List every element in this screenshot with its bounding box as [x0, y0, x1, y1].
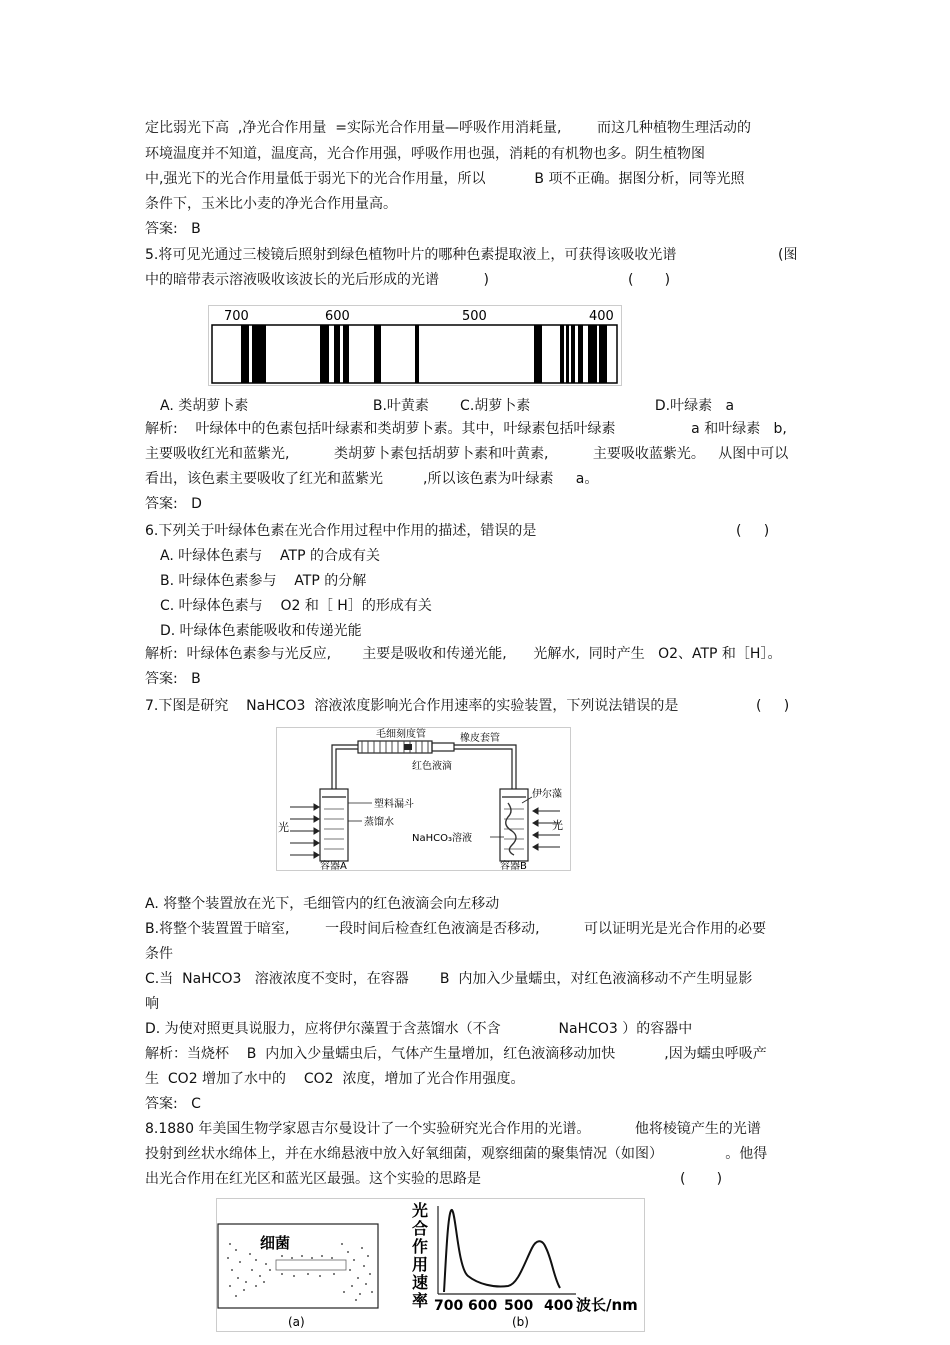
nahco3-solution-label: NaHCO₃溶液: [412, 833, 472, 844]
question-7-stem: 7.下图是研究 NaHCO3 溶液浓度影响光合作用速率的实验装置，下列说法错误的是: [145, 698, 679, 714]
rubber-tube-label: 橡皮套管: [460, 733, 500, 744]
option-b-cont: 条件: [145, 946, 173, 962]
svg-text:率: 率: [412, 1291, 429, 1310]
text-line: 条件下，玉米比小麦的净光合作用量高。: [145, 196, 397, 212]
explanation-line: 解析: 叶绿体中的色素包括叶绿素和类胡萝卜素。其中，叶绿素包括叶绿素 a 和叶绿素 b,: [145, 421, 787, 437]
answer-line: 答案: C: [145, 1096, 201, 1112]
light-right-label: 光: [552, 819, 563, 832]
panel-a-label: (a): [288, 1315, 305, 1329]
option-b: B. 叶绿体色素参与 ATP 的分解: [160, 573, 367, 589]
explanation-line: 看出，该色素主要吸收了红光和蓝紫光 ,所以该色素为叶绿素 a。: [145, 471, 599, 487]
option-a: A. 叶绿体色素与 ATP 的合成有关: [160, 548, 380, 564]
spirogyra-filament: [276, 1260, 346, 1270]
nahco3-apparatus-figure: [276, 727, 572, 872]
funnel-label: 塑料漏斗: [374, 799, 414, 810]
answer-line: 答案: B: [145, 671, 201, 687]
elodea-label: 伊尔藻: [532, 789, 562, 800]
question-6-brackets: ( ): [736, 523, 770, 539]
light-left-label: 光: [278, 821, 289, 834]
svg-text:作: 作: [412, 1237, 429, 1256]
option-a: A. 将整个装置放在光下，毛细管内的红色液滴会向左移动: [145, 896, 500, 912]
question-5-options: A. 类胡萝卜素 B.叶黄素 C.胡萝卜素 D.叶绿素 a: [160, 398, 735, 414]
question-5-stem: 中的暗带表示溶液吸收该波长的光后形成的光谱 ): [145, 272, 489, 288]
question-8-stem: 出光合作用在红光区和蓝光区最强。这个实验的思路是: [145, 1171, 481, 1187]
container-b-label: 容器B: [500, 861, 527, 872]
question-8-brackets: ( ): [680, 1171, 723, 1187]
option-d: D. 为使对照更具说服力，应将伊尔藻置于含蒸馏水（不含 NaHCO3 ）的容器中: [145, 1021, 693, 1037]
spectrum-tick: 500: [462, 309, 487, 324]
engelmann-experiment-figure: [216, 1198, 646, 1333]
capillary-label: 毛细刻度管: [376, 729, 426, 740]
option-c: C. 叶绿体色素与 O2 和［ H］的形成有关: [160, 598, 432, 614]
spectrum-tick: 400: [589, 309, 614, 324]
option-c: C.当 NaHCO3 溶液浓度不变时，在容器 B 内加入少量蠕虫，对红色液滴移动不产生明显影: [145, 971, 753, 987]
distilled-water-label: 蒸馏水: [364, 817, 394, 828]
text-line: 定比弱光下高 ,净光合作用量 =实际光合作用量—呼吸作用消耗量, 而这几种植物生理活动的: [145, 120, 752, 136]
x-tick: 700: [434, 1298, 464, 1314]
container-a-label: 容器A: [320, 861, 347, 872]
spectrum-tick: 700: [224, 309, 249, 324]
answer-line: 答案: B: [145, 221, 201, 237]
explanation-line: 解析: 叶绿体色素参与光反应, 主要是吸收和传递光能, 光解水, 同时产生 O2、ATP 和［H］。: [145, 646, 782, 662]
question-8-stem: 投射到丝状水绵体上，并在水绵悬液中放入好氧细菌，观察细菌的聚集情况（如图） 。他得: [145, 1146, 768, 1162]
question-8-stem: 8.1880 年美国生物学家恩吉尔曼设计了一个实验研究光合作用的光谱。 他将棱镜产生的光谱: [145, 1121, 761, 1137]
svg-text:用: 用: [412, 1255, 429, 1274]
svg-text:合: 合: [412, 1219, 429, 1238]
svg-text:光: 光: [412, 1201, 429, 1220]
text-line: 环境温度并不知道，温度高，光合作用强，呼吸作用也强，消耗的有机物也多。阴生植物图: [145, 146, 705, 162]
question-5-stem: 5.将可见光通过三棱镜后照射到绿色植物叶片的哪种色素提取液上，可获得该吸收光谱: [145, 247, 677, 263]
panel-b-label: (b): [512, 1315, 529, 1329]
red-droplet: [404, 744, 412, 750]
y-axis-label: [412, 1201, 428, 1310]
question-5-brackets: ( ): [628, 272, 671, 288]
absorption-spectrum-figure: [208, 305, 623, 387]
option-d: D. 叶绿体色素能吸收和传递光能: [160, 623, 362, 639]
x-tick: 600: [468, 1298, 498, 1314]
spectrum-tick: 600: [325, 309, 350, 324]
explanation-line: 解析：当烧杯 B 内加入少量蠕虫后，气体产生量增加，红色液滴移动加快 ,因为蠕虫呼吸产: [145, 1046, 767, 1062]
x-axis-unit: 波长/nm: [576, 1296, 638, 1314]
text-line: 中,强光下的光合作用量低于弱光下的光合作用量，所以 B 项不正确。据图分析，同等光照: [145, 171, 745, 187]
x-tick: 400: [544, 1298, 574, 1314]
x-tick: 500: [504, 1298, 534, 1314]
svg-text:速: 速: [412, 1273, 429, 1292]
explanation-line: 主要吸收红光和蓝紫光, 类胡萝卜素包括胡萝卜素和叶黄素, 主要吸收蓝紫光。 从图中可以: [145, 446, 789, 462]
question-6-stem: 6.下列关于叶绿体色素在光合作用过程中作用的描述，错误的是: [145, 523, 537, 539]
question-5-stem-end: (图: [778, 247, 798, 263]
answer-line: 答案: D: [145, 496, 202, 512]
red-droplet-label: 红色液滴: [412, 761, 452, 772]
option-c-cont: 响: [145, 996, 159, 1012]
explanation-line: 生 CO2 增加了水中的 CO2 浓度，增加了光合作用强度。: [145, 1071, 525, 1087]
bacteria-label: 细菌: [260, 1234, 291, 1252]
option-b: B.将整个装置置于暗室, 一段时间后检查红色液滴是否移动, 可以证明光是光合作用的必要: [145, 921, 767, 937]
question-7-brackets: ( ): [756, 698, 790, 714]
